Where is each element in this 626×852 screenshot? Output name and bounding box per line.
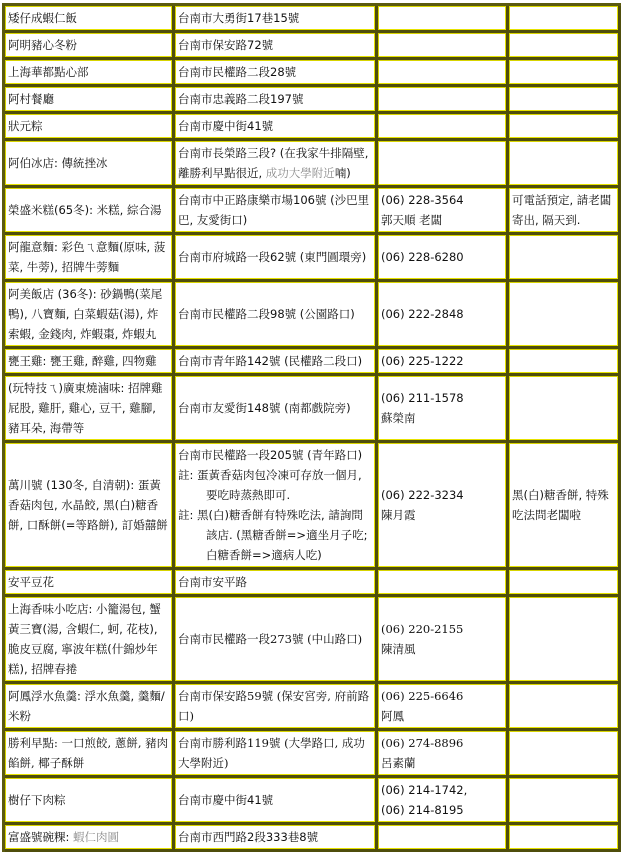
table-row bbox=[5, 825, 621, 852]
address-text: 台南市長榮路三段? (在我家牛排隔壁, 離勝利早點很近, bbox=[178, 146, 369, 180]
restaurant-address: 台南市安平路 bbox=[175, 570, 378, 597]
restaurant-phone bbox=[378, 87, 509, 114]
name-dish: 蝦仁肉圓 bbox=[69, 830, 120, 844]
restaurant-address: 台南市府城路一段62號 (東門圓環旁) bbox=[175, 235, 378, 282]
restaurant-contact bbox=[378, 778, 509, 825]
restaurant-notes bbox=[509, 349, 621, 376]
restaurant-notes bbox=[509, 597, 621, 684]
restaurant-phone bbox=[378, 6, 509, 33]
restaurant-address: 台南市慶中街41號 bbox=[175, 114, 378, 141]
table-row bbox=[5, 188, 621, 235]
restaurant-notes: 黑(白)糖香餅, 特殊吃法問老闆啦 bbox=[509, 443, 621, 570]
restaurant-phone bbox=[378, 60, 509, 87]
restaurant-address: 台南市大勇街17巷15號 bbox=[175, 6, 378, 33]
phone-number: (06) 211-1578 bbox=[381, 391, 464, 405]
restaurant-phone bbox=[378, 825, 509, 852]
address-text: 台南市民權路一段205號 (青年路口) bbox=[178, 448, 363, 462]
restaurant-address: 台南市民權路二段28號 bbox=[175, 60, 378, 87]
table-row bbox=[5, 114, 621, 141]
restaurant-phone: (06) 222-2848 bbox=[378, 282, 509, 349]
table-row bbox=[5, 87, 621, 114]
restaurant-name: 狀元粽 bbox=[5, 114, 175, 141]
restaurant-address: 台南市勝利路119號 (大學路口, 成功大學附近) bbox=[175, 731, 378, 778]
contact-person: 蘇榮南 bbox=[381, 411, 416, 425]
phone-number: (06) 274-8896 bbox=[381, 736, 464, 750]
table-row bbox=[5, 282, 621, 349]
restaurant-notes bbox=[509, 141, 621, 188]
restaurant-notes bbox=[509, 731, 621, 778]
restaurant-name: 萬川號 (130冬, 自清朝): 蛋黃香菇肉包, 水晶餃, 黑(白)糖香餅, 口酥餅(=等路餅), 訂婚囍餅 bbox=[5, 443, 175, 570]
restaurant-address: 台南市中正路康樂市場106號 (沙巴里巴, 友愛街口) bbox=[175, 188, 378, 235]
restaurant-contact bbox=[378, 443, 509, 570]
address-end: 喃) bbox=[334, 166, 351, 180]
restaurant-notes bbox=[509, 376, 621, 443]
contact-person: 阿鳳 bbox=[381, 709, 404, 723]
restaurant-notes bbox=[509, 114, 621, 141]
table-row bbox=[5, 6, 621, 33]
name-text: 富盛號碗粿: bbox=[8, 830, 70, 844]
restaurant-name: 阿村餐廳 bbox=[5, 87, 175, 114]
table-row bbox=[5, 235, 621, 282]
phone-number: (06) 222-3234 bbox=[381, 488, 464, 502]
phone-number-2: (06) 214-8195 bbox=[381, 803, 464, 817]
restaurant-notes bbox=[509, 282, 621, 349]
restaurant-phone bbox=[378, 570, 509, 597]
restaurant-name: 阿明豬心冬粉 bbox=[5, 33, 175, 60]
phone-number: (06) 225-6646 bbox=[381, 689, 464, 703]
restaurant-notes bbox=[509, 684, 621, 731]
restaurant-name: 勝利早點: 一口煎餃, 蔥餅, 豬肉餡餅, 椰子酥餅 bbox=[5, 731, 175, 778]
restaurant-notes bbox=[509, 60, 621, 87]
restaurant-address: 台南市保安路59號 (保安宮旁, 府前路口) bbox=[175, 684, 378, 731]
table-row bbox=[5, 141, 621, 188]
table-row bbox=[5, 443, 621, 570]
table-row bbox=[5, 33, 621, 60]
restaurant-notes bbox=[509, 825, 621, 852]
restaurant-name: 甕王雞: 甕王雞, 醉雞, 四物雞 bbox=[5, 349, 175, 376]
table-row bbox=[5, 570, 621, 597]
restaurant-name: 矮仔成蝦仁飯 bbox=[5, 6, 175, 33]
restaurant-contact bbox=[378, 731, 509, 778]
restaurant-name: 上海華都點心部 bbox=[5, 60, 175, 87]
table-row bbox=[5, 597, 621, 684]
restaurant-address: 台南市友愛街148號 (南都戲院旁) bbox=[175, 376, 378, 443]
restaurant-address: 台南市青年路142號 (民權路二段口) bbox=[175, 349, 378, 376]
restaurant-notes bbox=[509, 570, 621, 597]
restaurant-phone: (06) 228-6280 bbox=[378, 235, 509, 282]
restaurant-name: 上海香味小吃店: 小籠湯包, 蟹黃三寶(湯, 含蝦仁, 蚵, 花枝), 脆皮豆腐, 寧波年糕(什錦炒年糕), 招牌春捲 bbox=[5, 597, 175, 684]
restaurant-phone bbox=[378, 141, 509, 188]
restaurant-address bbox=[175, 141, 378, 188]
address-landmark: 成功大學附近 bbox=[262, 166, 335, 180]
restaurant-contact bbox=[378, 376, 509, 443]
restaurant-phone: (06) 225-1222 bbox=[378, 349, 509, 376]
restaurant-name bbox=[5, 825, 175, 852]
page bbox=[2, 3, 621, 852]
restaurant-address: 台南市慶中街41號 bbox=[175, 778, 378, 825]
phone-number: (06) 220-2155 bbox=[381, 622, 464, 636]
phone-number: (06) 228-3564 bbox=[381, 193, 464, 207]
restaurant-name: 阿伯冰店: 傳統挫冰 bbox=[5, 141, 175, 188]
table-row bbox=[5, 778, 621, 825]
restaurant-address: 台南市保安路72號 bbox=[175, 33, 378, 60]
table-row bbox=[5, 684, 621, 731]
table-row bbox=[5, 376, 621, 443]
restaurant-notes bbox=[509, 778, 621, 825]
contact-person: 陳月霞 bbox=[381, 508, 416, 522]
table-row bbox=[5, 60, 621, 87]
contact-person: 呂素蘭 bbox=[381, 756, 416, 770]
restaurant-name: 阿鳳浮水魚羹: 浮水魚羹, 羹麵/米粉 bbox=[5, 684, 175, 731]
restaurant-contact bbox=[378, 188, 509, 235]
restaurant-notes bbox=[509, 87, 621, 114]
restaurant-address: 台南市西門路2段333巷8號 bbox=[175, 825, 378, 852]
table-row bbox=[5, 731, 621, 778]
restaurant-table bbox=[2, 3, 621, 852]
contact-person: 陳清風 bbox=[381, 642, 416, 656]
restaurant-name: 安平豆花 bbox=[5, 570, 175, 597]
address-note: 註: 蛋黃香菇肉包冷凍可存放一個月, 要吃時蒸熱即可. bbox=[178, 468, 362, 502]
restaurant-notes bbox=[509, 235, 621, 282]
restaurant-notes bbox=[509, 6, 621, 33]
restaurant-address: 台南市民權路一段273號 (中山路口) bbox=[175, 597, 378, 684]
restaurant-contact bbox=[378, 684, 509, 731]
address-note: 註: 黑(白)糖香餅有特殊吃法, 請詢問該店. (黑糖香餅=>適坐月子吃; 白糖香餅=>適病人吃) bbox=[178, 508, 368, 562]
phone-number: (06) 214-1742, bbox=[381, 783, 468, 797]
restaurant-name: 榮盛米糕(65冬): 米糕, 綜合湯 bbox=[5, 188, 175, 235]
restaurant-phone bbox=[378, 33, 509, 60]
restaurant-name: 阿美飯店 (36冬): 砂鍋鴨(菜尾鴨), 八寶麵, 白菜蝦菇(湯), 炸索蝦, 金錢肉, 炸蝦棗, 炸蝦丸 bbox=[5, 282, 175, 349]
table-row bbox=[5, 349, 621, 376]
restaurant-notes bbox=[509, 33, 621, 60]
restaurant-notes: 可電話預定, 請老闆寄出, 隔天到. bbox=[509, 188, 621, 235]
restaurant-address: 台南市民權路二段98號 (公園路口) bbox=[175, 282, 378, 349]
restaurant-phone bbox=[378, 114, 509, 141]
restaurant-name: 樹仔下肉粽 bbox=[5, 778, 175, 825]
restaurant-contact bbox=[378, 597, 509, 684]
restaurant-address bbox=[175, 443, 378, 570]
restaurant-name: (玩特技ㄟ)廣東燒滷味: 招牌雞屁股, 雞肝, 雞心, 豆干, 雞腳, 豬耳朵, 海帶等 bbox=[5, 376, 175, 443]
restaurant-address: 台南市忠義路二段197號 bbox=[175, 87, 378, 114]
restaurant-name: 阿龍意麵: 彩色ㄟ意麵(原味, 菠菜, 牛蒡), 招牌牛蒡麵 bbox=[5, 235, 175, 282]
contact-person: 郭天順 老闆 bbox=[381, 213, 443, 227]
